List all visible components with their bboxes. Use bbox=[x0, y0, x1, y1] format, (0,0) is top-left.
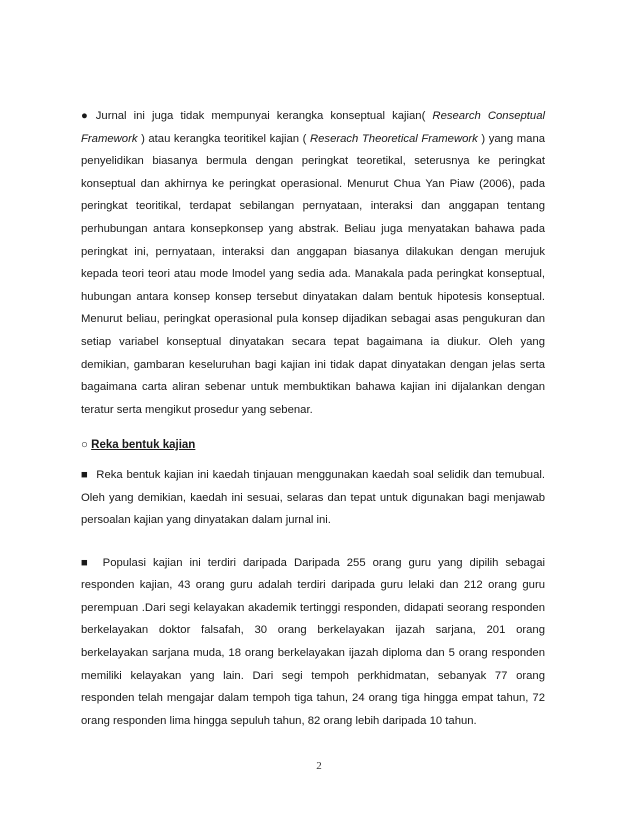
paragraph-text: Reka bentuk kajian ini kaedah tinjauan menggunakan kaedah soal selidik dan temubual. Oleh yang demikian, kaedah ini sesuai, selaras dan tepat untuk digunakan bagi menjawab persoalan kajian yang dinyatakan dalam jurnal ini. bbox=[81, 468, 545, 527]
bullet-circle-icon: ○ bbox=[81, 439, 88, 452]
section-heading-label: Reka bentuk kajian bbox=[91, 439, 196, 452]
bullet-dot-icon: ● bbox=[81, 110, 92, 122]
italic-term: Reserach Theoretical Framework bbox=[309, 132, 478, 145]
italic-term: Research Conseptual Framework bbox=[81, 110, 545, 145]
paragraph-framework bbox=[81, 105, 545, 421]
paragraph-design bbox=[81, 464, 545, 532]
paragraph-text: ) atau kerangka teoritikel kajian ( bbox=[141, 132, 307, 145]
paragraph-text: Jurnal ini juga tidak mempunyai kerangka konseptual kajian( bbox=[95, 110, 426, 122]
bullet-square-icon: ■ bbox=[81, 468, 89, 481]
bullet-square-icon: ■ bbox=[81, 556, 92, 569]
paragraph-population bbox=[81, 552, 545, 733]
section-heading bbox=[81, 434, 545, 457]
document-page bbox=[81, 105, 545, 732]
paragraph-text: ) yang mana penyelidikan biasanya bermula dengan peringkat teoretikal, seterusnya ke peringkat konseptual dan akhirnya ke peringkat operasional. Menurut Chua Yan Piaw (2006), pada peringkat teoritikal, terdapat sebilangan pernyataan, interaksi dan anggapan tentang perhubungan antara konsepkonsep yang abstrak. Beliau juga menyatakan bahawa pada peringkat ini, pernyataan, interaksi dan anggapan biasanya dilakukan dengan merujuk kepada teori teori atau mode lmodel yang sedia ada. Manakala pada peringkat konseptual, hubungan antara konsep konsep tersebut dinyatakan dalam bentuk hipotesis konseptual. Menurut beliau, peringkat operasional pula konsep dijadikan sebagai asas pengukuran dan setiap variabel konseptual dinyatakan secara tepat bagaimana ia diukur. Oleh yang demikian, gambaran keseluruhan bagi kajian ini tidak dapat dinyatakan dengan jelas serta bagaimana carta aliran sebenar untuk membuktikan bahawa kajian ini dijalankan dengan teratur serta mengikut prosedur yang sebenar. bbox=[81, 132, 546, 416]
paragraph-text: Populasi kajian ini terdiri daripada Daripada 255 orang guru yang dipilih sebagai responden kajian, 43 orang guru adalah terdiri daripada guru lelaki dan 212 orang guru perempuan .Dari segi kelayakan akademik tertinggi responden, didapati seorang responden berkelayakan doktor falsafah, 30 orang berkelayakan ijazah sarjana, 201 orang berkelayakan sarjana muda, 18 orang berkelayakan ijazah diploma dan 5 orang responden memiliki kelayakan yang lain. Dari segi tempoh perkhidmatan, sebanyak 77 orang responden telah mengajar dalam tempoh tiga tahun, 24 orang tiga hingga empat tahun, 72 orang responden lima hingga sepuluh tahun, 82 orang lebih daripada 10 tahun. bbox=[81, 556, 545, 727]
page-number: 2 bbox=[316, 760, 322, 772]
